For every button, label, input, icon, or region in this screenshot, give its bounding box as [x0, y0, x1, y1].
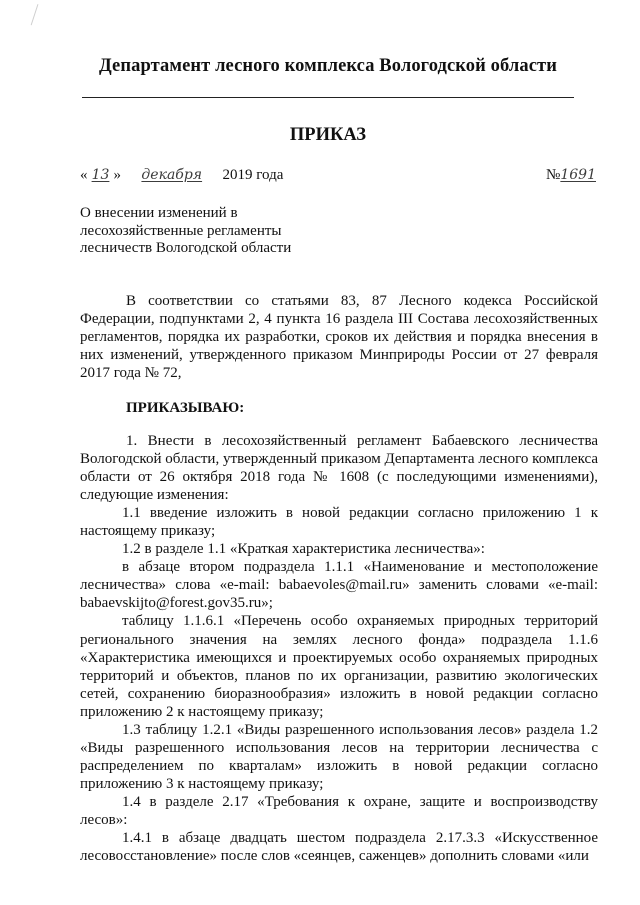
order-number [546, 167, 596, 184]
order-subject [80, 205, 380, 258]
item-1-4-1: 1.4.1 в абзаце двадцать шестом подраздела 2.17.3.3 «Искусственное лесовосстановление» после слов «сеянцев, саженцев» дополнить словами «или [80, 830, 598, 865]
subject-line: лесохозяйственные регламенты [80, 222, 282, 239]
item-1-2-paragraph-a: в абзаце втором подраздела 1.1.1 «Наименование и местоположение лесничества» слова «e-mail: babaevoles@mail.ru» заменить словами «e-mail: babaevskijto@forest.gov35.ru»; [80, 559, 598, 612]
department-name: Департамент лесного комплекса Вологодской области [99, 56, 557, 76]
handwritten-number: 1691 [560, 167, 596, 183]
handwritten-day: 13 [91, 167, 110, 183]
item-1-2: 1.2 в разделе 1.1 «Краткая характеристика лесничества»: [122, 541, 485, 558]
item-1-4: 1.4 в разделе 2.17 «Требования к охране, защите и воспроизводству лесов»: [80, 793, 598, 828]
header-divider [82, 97, 574, 98]
handwritten-month: декабря [141, 167, 203, 183]
preamble-paragraph: В соответствии со статьями 83, 87 Лесного кодекса Российской Федерации, подпунктами 2, 4 пункта 16 раздела III Состава лесохозяйственных регламентов, порядка их разработки, сроков их действия и порядка внесения в них изменений, утвержденного приказом Минприроды России от 27 февраля 2017 года № 72, [80, 293, 598, 381]
date-open-quote: « [80, 167, 88, 183]
preamble-block [80, 292, 598, 382]
order-items [80, 432, 598, 865]
subject-line: лесничеств Вологодской области [80, 240, 292, 256]
pen-mark [31, 4, 41, 26]
document-title: ПРИКАЗ [289, 125, 367, 145]
date-close-quote: » [113, 167, 121, 183]
decree-word: ПРИКАЗЫВАЮ: [126, 400, 245, 416]
subject-line: О внесении изменений в [80, 205, 238, 221]
order-date [80, 167, 283, 184]
item-1: 1. Внести в лесохозяйственный регламент Бабаевского лесничества Вологодской области, утвержденный приказом Департамента лесного комплекса области от 26 октября 2018 года № 1608 (с последующими изменениями), следующие изменения: [80, 433, 598, 504]
item-1-1: 1.1 введение изложить в новой редакции согласно приложению 1 к настоящему приказу; [80, 505, 598, 540]
date-number-line [80, 167, 596, 189]
date-year: 2019 года [222, 167, 284, 183]
item-1-3: 1.3 таблицу 1.2.1 «Виды разрешенного использования лесов» раздела 1.2 «Виды разрешенного использования лесов на территории лесничества с распределением по кварталам» изложить в новой редакции согласно приложению 3 к настоящему приказу; [80, 721, 598, 792]
item-1-2-paragraph-b: таблицу 1.1.6.1 «Перечень особо охраняемых природных территорий регионального значения на землях лесного фонда» подраздела 1.1.6 «Характеристика имеющихся и проектируемых особо охраняемых природных территорий и объектов, планов по их организации, развитию экологических сетей, сохранению биоразнообразия» изложить в новой редакции согласно приложению 2 к настоящему приказу; [80, 613, 598, 720]
number-prefix: № [546, 167, 561, 183]
